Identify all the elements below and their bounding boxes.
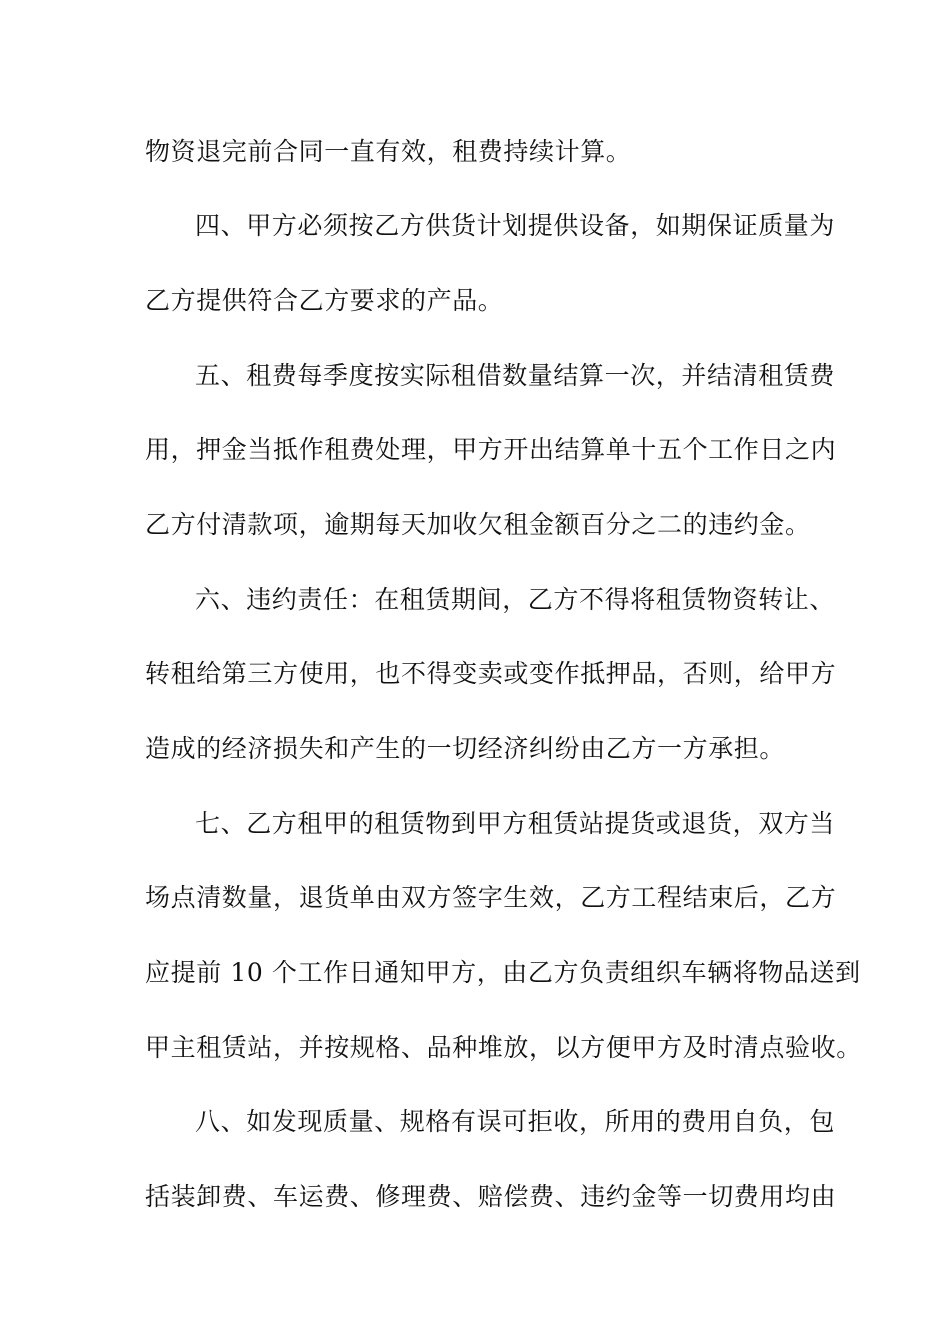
text-line: 甲主租赁站，并按规格、品种堆放，以方便甲方及时清点验收。: [145, 1033, 862, 1062]
clause-7-line: 七、乙方租甲的租赁物到甲方租赁站提货或退货，双方当: [195, 809, 836, 838]
text-line: 造成的经济损失和产生的一切经济纠纷由乙方一方承担。: [145, 734, 786, 763]
text-line: 乙方提供符合乙方要求的产品。: [145, 286, 504, 315]
clause-6-line: 六、违约责任：在租赁期间，乙方不得将租赁物资转让、: [195, 585, 836, 614]
text-line: 乙方付清款项，逾期每天加收欠租金额百分之二的违约金。: [145, 510, 811, 539]
text-line: 物资退完前合同一直有效，租费持续计算。: [145, 137, 632, 166]
text-line: 用，押金当抵作租费处理，甲方开出结算单十五个工作日之内: [145, 435, 837, 464]
text-line: 应提前 10 个工作日通知甲方，由乙方负责组织车辆将物品送到: [145, 958, 861, 987]
clause-8-line: 八、如发现质量、规格有误可拒收，所用的费用自负，包: [195, 1107, 836, 1136]
text-line: 括装卸费、车运费、修理费、赔偿费、违约金等一切费用均由: [145, 1182, 837, 1211]
clause-5-line: 五、租费每季度按实际租借数量结算一次，并结清租赁费: [195, 361, 836, 390]
text-line: 转租给第三方使用，也不得变卖或变作抵押品，否则，给甲方: [145, 659, 837, 688]
clause-4-line: 四、甲方必须按乙方供货计划提供设备，如期保证质量为: [195, 211, 836, 240]
text-line: 场点清数量，退货单由双方签字生效，乙方工程结束后，乙方: [145, 883, 837, 912]
